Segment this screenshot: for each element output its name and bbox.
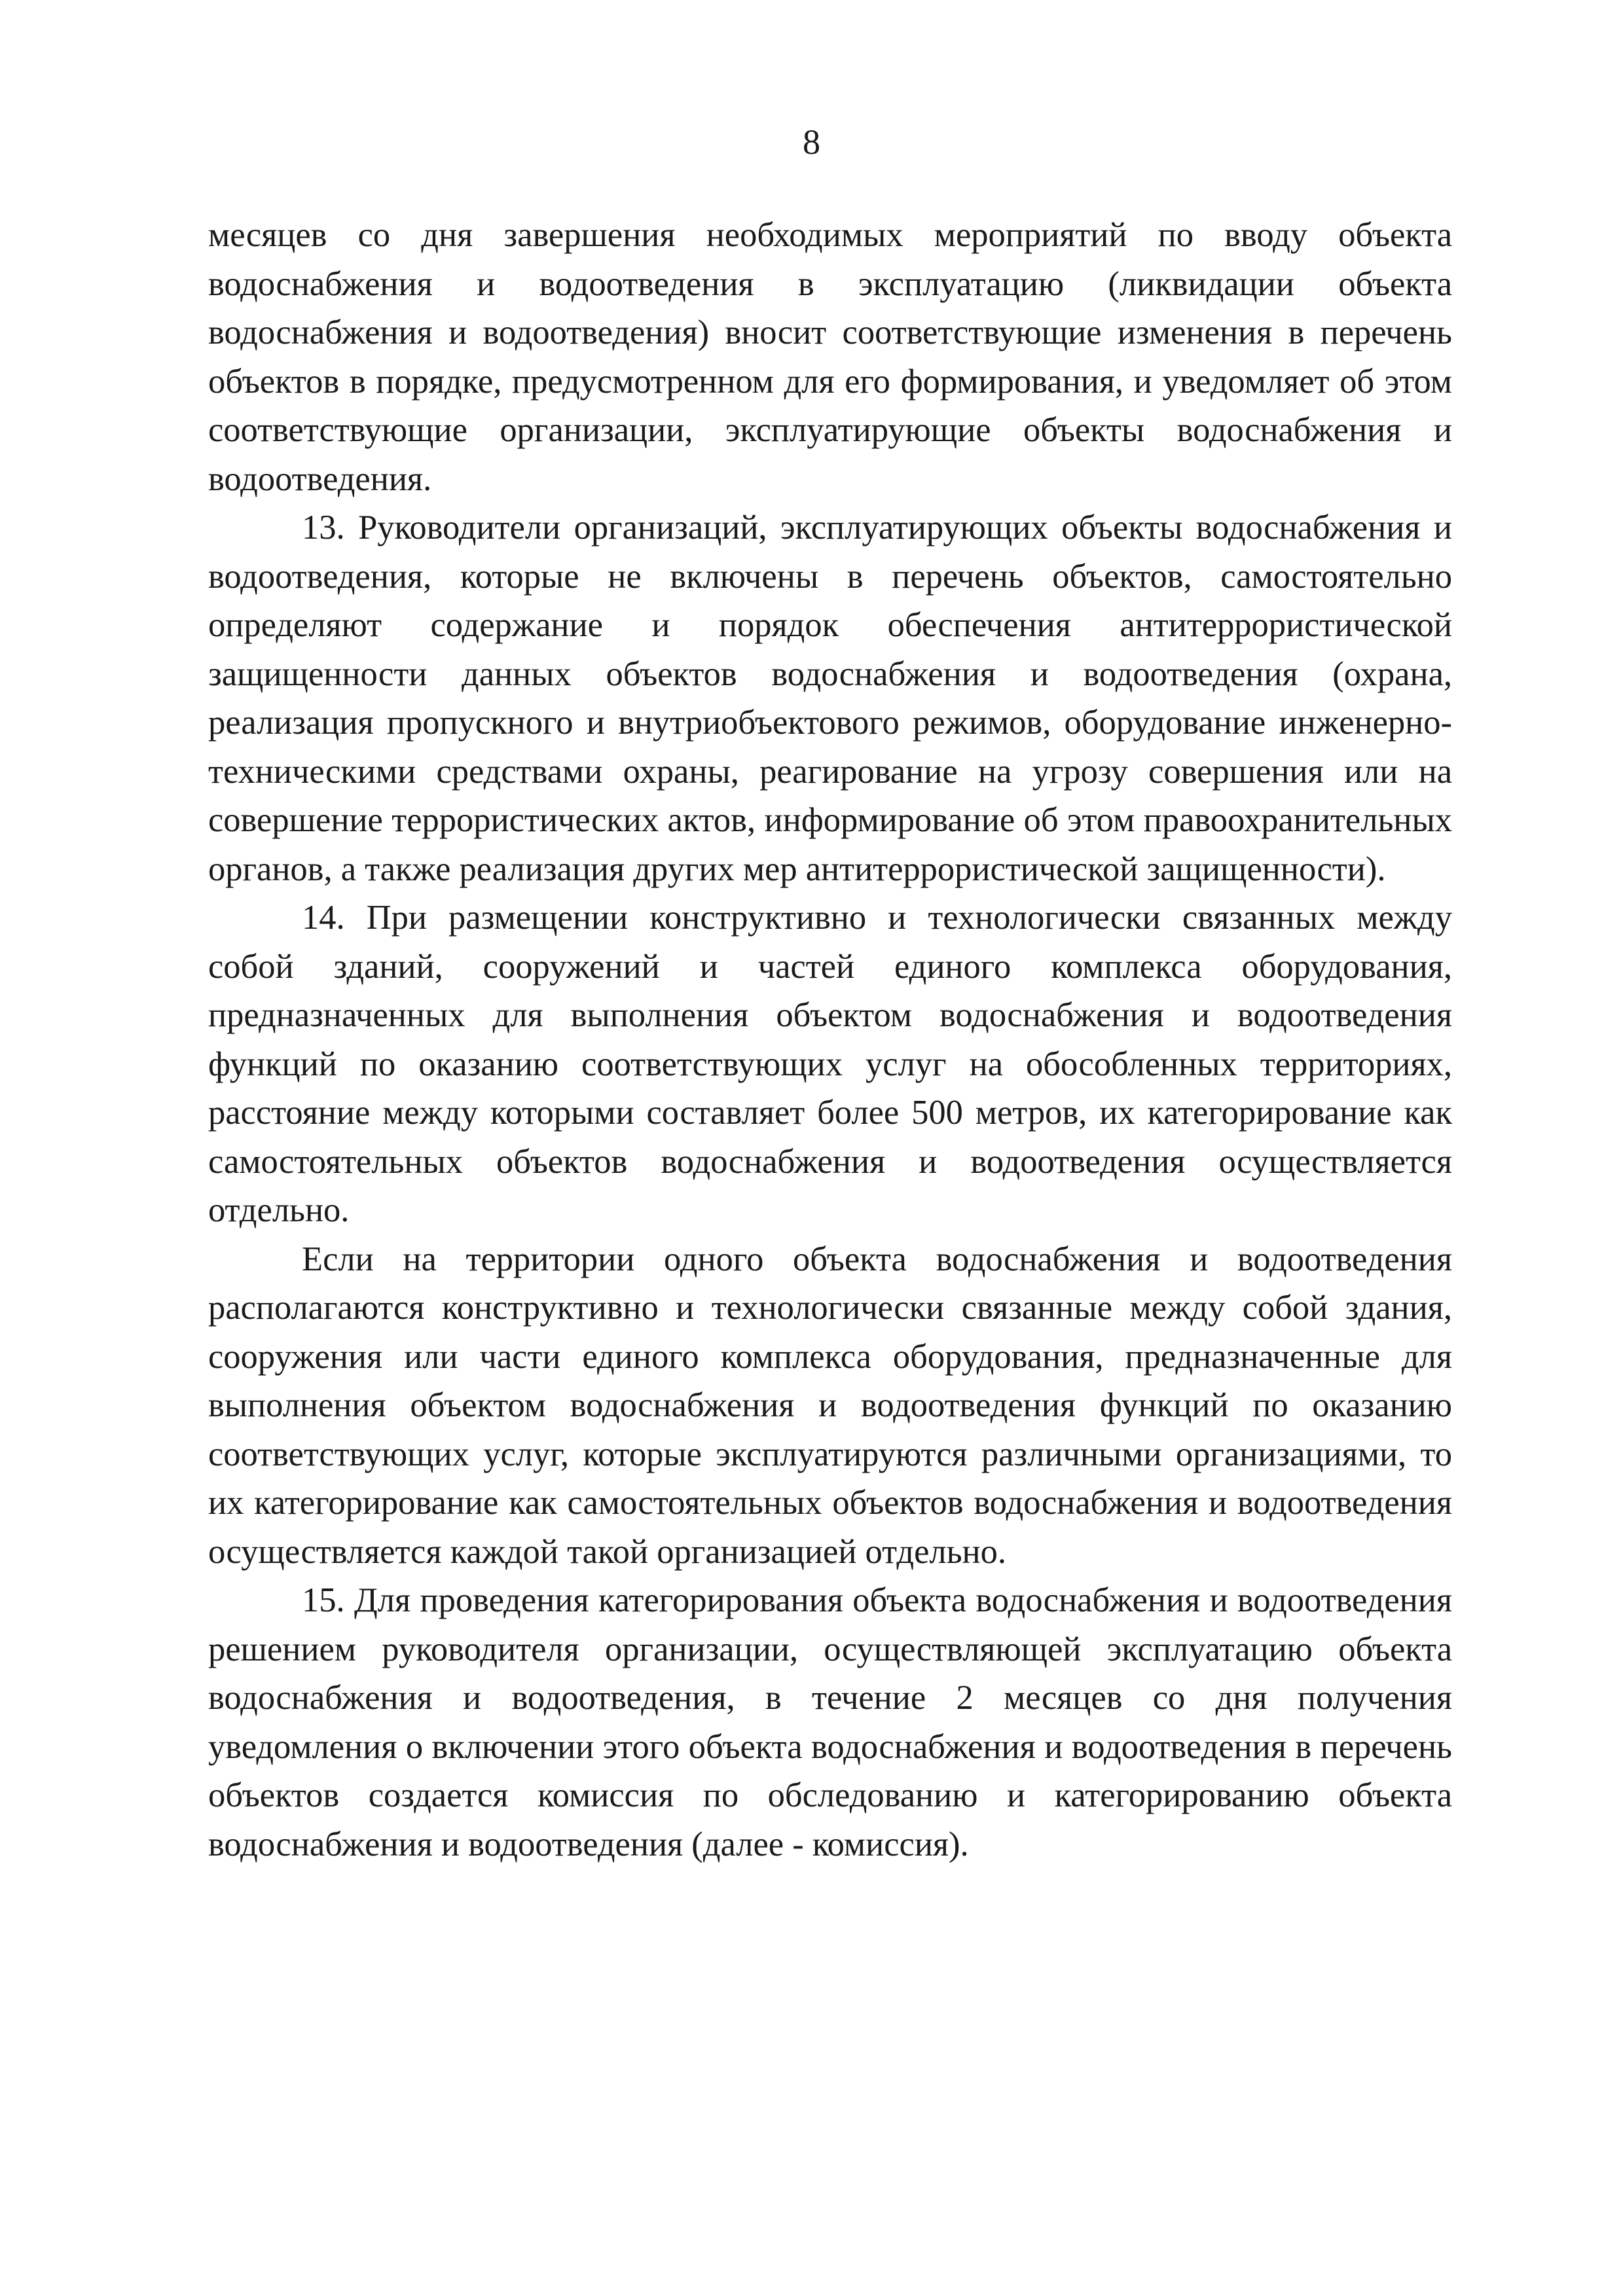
paragraph-item-15: 15. Для проведения категорирования объекта водоснабжения и водоотведения решением руководителя организации, осуществляющей эксплуатацию объекта водоснабжения и водоотведения, в течение 2 месяцев со дня получения уведомления о включении этого объекта водоснабжения и водоотведения в перечень объектов создается комиссия по обследованию и категорированию объекта водоснабжения и водоотведения (далее - комиссия). [208,1581,1452,1863]
paragraph-item-13: 13. Руководители организаций, эксплуатирующих объекты водоснабжения и водоотведения, которые не включены в перечень объектов, самостоятельно определяют содержание и порядок обеспечения антитеррористической защищенности данных объектов водоснабжения и водоотведения (охрана, реализация пропускного и внутриобъектового режимов, оборудование инженерно-техническими средствами охраны, реагирование на угрозу совершения или на совершение террористических актов, информирование об этом правоохранительных органов, а также реализация других мер антитеррористической защищенности). [208,509,1452,888]
page-number: 8 [803,122,820,162]
document-body [208,211,1452,1869]
paragraph-item-14: 14. При размещении конструктивно и технологически связанных между собой зданий, сооружений и частей единого комплекса оборудования, предназначенных для выполнения объектом водоснабжения и водоотведения функций по оказанию соответствующих услуг на обособленных территориях, расстояние между которыми составляет более 500 метров, их категорирование как самостоятельных объектов водоснабжения и водоотведения осуществляется отдельно. [208,899,1452,1229]
paragraph-item-14-continued: Если на территории одного объекта водоснабжения и водоотведения располагаются конструктивно и технологически связанные между собой здания, сооружения или части единого комплекса оборудования, предназначенные для выполнения объектом водоснабжения и водоотведения функций по оказанию соответствующих услуг, которые эксплуатируются различными организациями, то их категорирование как самостоятельных объектов водоснабжения и водоотведения осуществляется каждой такой организацией отдельно. [208,1240,1452,1571]
paragraph-continuation: месяцев со дня завершения необходимых мероприятий по вводу объекта водоснабжения и водоотведения в эксплуатацию (ликвидации объекта водоснабжения и водоотведения) вносит соответствующие изменения в перечень объектов в порядке, предусмотренном для его формирования, и уведомляет об этом соответствующие организации, эксплуатирующие объекты водоснабжения и водоотведения. [208,216,1452,498]
